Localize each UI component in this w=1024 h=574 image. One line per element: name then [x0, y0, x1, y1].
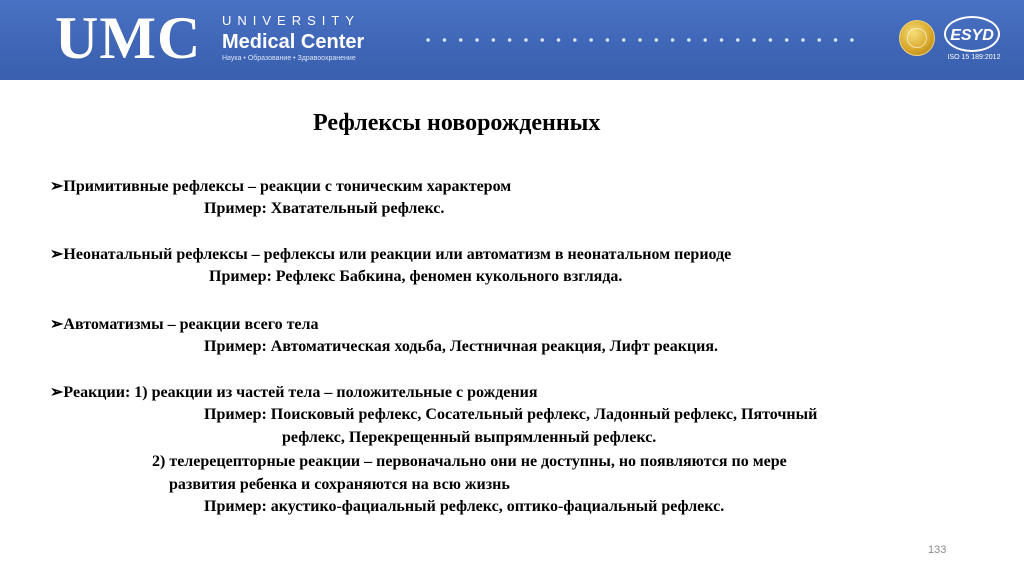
- iso-label: ISO 15 189:2012: [947, 54, 1001, 61]
- logo-medical-center: Medical Center: [222, 31, 365, 53]
- slide-title: Рефлексы новорожденных: [313, 110, 601, 136]
- dotted-divider: [420, 36, 860, 44]
- iso-certification-logo: [944, 16, 1004, 66]
- bullet-text: Неонатальный рефлексы – рефлексы или реакции или автоматизм в неонатальном периоде: [63, 246, 732, 263]
- bullet-item: [50, 315, 319, 335]
- example-line: Пример: Хватательный рефлекс.: [204, 200, 445, 217]
- arrow-bullet-icon: ➢: [50, 178, 64, 195]
- arrow-bullet-icon: ➢: [50, 316, 64, 333]
- bullet-text: Примитивные рефлексы – реакции с тоническим характером: [63, 178, 512, 195]
- bullet-item: [50, 177, 511, 197]
- bullet-text: Реакции: 1) реакции из частей тела – положительные с рождения: [63, 384, 538, 401]
- header-bar: [0, 0, 1024, 80]
- logo-text-block: [222, 14, 364, 64]
- sub-item-continued: развития ребенка и сохраняются на всю жизнь: [169, 476, 510, 493]
- example-line: Пример: акустико-фациальный рефлекс, оптико-фациальный рефлекс.: [204, 498, 725, 515]
- accreditation-seal-icon: [899, 20, 935, 56]
- page-number: 133: [928, 544, 947, 556]
- arrow-bullet-icon: ➢: [50, 384, 64, 401]
- sub-item: 2) телерецепторные реакции – первоначально они не доступны, но появляются по мере: [152, 453, 787, 470]
- bullet-item: [50, 383, 537, 403]
- example-line: Пример: Автоматическая ходьба, Лестничная реакция, Лифт реакция.: [204, 338, 719, 355]
- arrow-bullet-icon: ➢: [50, 246, 64, 263]
- bullet-text: Автоматизмы – реакции всего тела: [63, 316, 319, 333]
- logo-university: UNIVERSITY: [222, 13, 361, 28]
- logo-tagline: Наука • Образование • Здравоохранение: [222, 55, 356, 62]
- logo-umc: UMC: [55, 5, 202, 71]
- example-line: Пример: Поисковый рефлекс, Сосательный рефлекс, Ладонный рефлекс, Пяточный: [204, 406, 818, 423]
- bullet-item: [50, 245, 731, 265]
- example-line-continued: рефлекс, Перекрещенный выпрямленный рефлекс.: [282, 429, 657, 446]
- example-line: Пример: Рефлекс Бабкина, феномен кукольного взгляда.: [209, 268, 623, 285]
- esyd-badge: ESYD: [944, 16, 1000, 52]
